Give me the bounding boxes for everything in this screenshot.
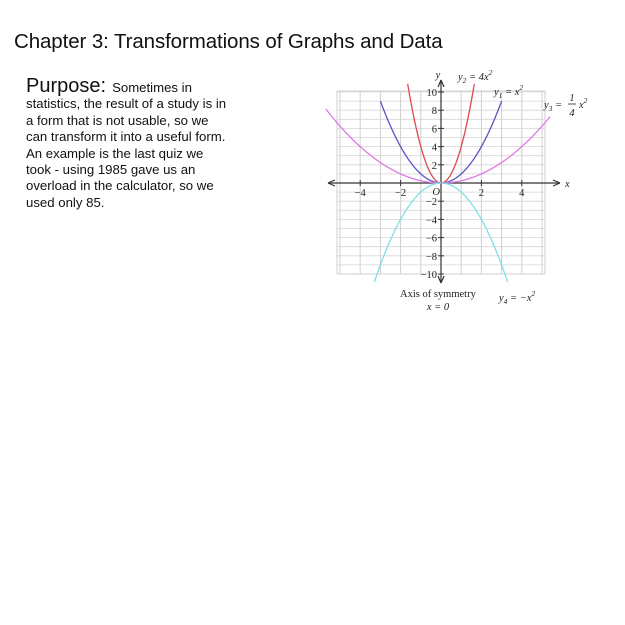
svg-text:2: 2 (431, 160, 437, 172)
curve-y3-1-4-x-2 (326, 109, 550, 183)
svg-text:4: 4 (569, 108, 575, 119)
purpose-line: Sometimes in (112, 80, 192, 95)
svg-text:y4 = −x2: $y_4 = -x^2$ (499, 289, 536, 306)
svg-text:y: y (435, 70, 441, 81)
purpose-line: statistics, the result of a study is in (26, 96, 227, 112)
slide-title: Chapter 3: Transformations of Graphs and Data (14, 30, 443, 53)
purpose-line: can transform it into a useful form. (26, 129, 226, 145)
svg-text:x: x (565, 179, 570, 190)
svg-text:10: 10 (426, 88, 437, 99)
purpose-line: took - using 1985 gave us an (26, 162, 196, 178)
svg-text:6: 6 (431, 124, 437, 136)
svg-text:−10: −10 (420, 270, 437, 281)
svg-text:x = 0: x = 0 (426, 302, 450, 313)
svg-text:4: 4 (431, 142, 437, 154)
svg-text:8: 8 (431, 106, 437, 118)
svg-text:−4: −4 (354, 188, 366, 199)
purpose-label: Purpose: (26, 75, 107, 97)
svg-text:−6: −6 (425, 233, 437, 245)
svg-text:y1 = x2: $y_1 = x^2$ (494, 83, 524, 100)
purpose-line: a form that is not usable, so we (26, 112, 209, 128)
purpose-line: An example is the last quiz we (26, 145, 204, 161)
svg-text:−2: −2 (395, 188, 407, 199)
purpose-line: overload in the calculator, so we (26, 178, 214, 194)
svg-text:O: O (432, 187, 440, 198)
purpose-line: used only 85. (26, 194, 105, 210)
svg-text:−8: −8 (425, 251, 437, 263)
svg-text:Axis of symmetry: Axis of symmetry (400, 289, 476, 300)
svg-text:y3 =: $y_3$ = (544, 100, 563, 113)
svg-text:2: 2 (478, 188, 485, 199)
svg-text:x2: $x^2$ (579, 96, 588, 111)
svg-text:1: 1 (569, 93, 575, 104)
svg-text:4: 4 (519, 188, 525, 199)
svg-text:−2: −2 (425, 197, 437, 209)
svg-text:−4: −4 (425, 215, 437, 227)
svg-text:y2 = 4x2: $y_2 = 4x^2$ (458, 68, 493, 85)
